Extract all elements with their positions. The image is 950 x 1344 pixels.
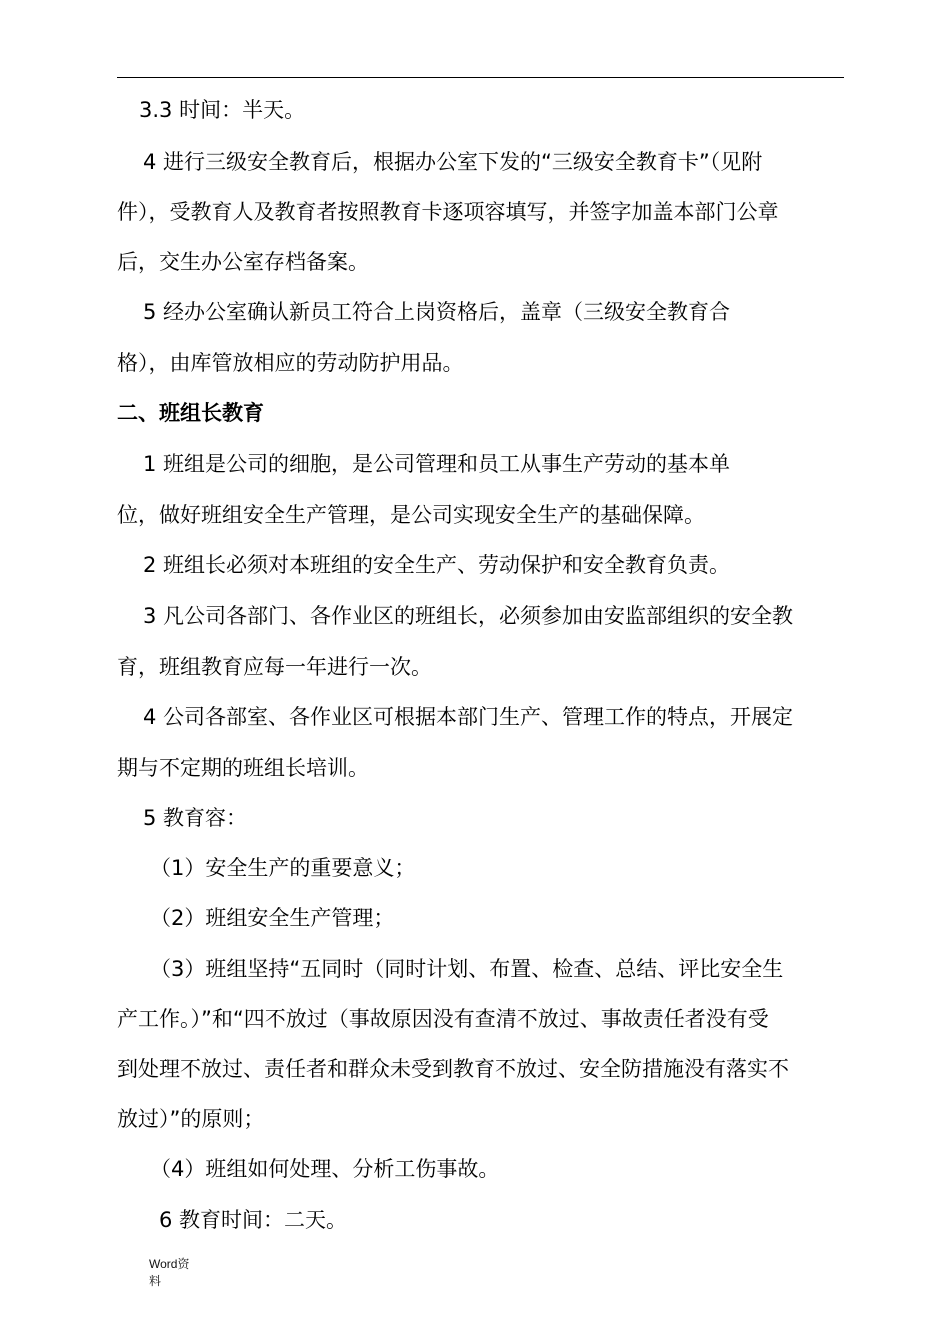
- paragraph-line: 5 经办公室确认新员工符合上岗资格后，盖章（三级安全教育合: [143, 300, 731, 324]
- paragraph-line: 格），由库管放相应的劳动防护用品。: [117, 351, 464, 375]
- paragraph-line: 6 教育时间：二天。: [159, 1208, 348, 1232]
- paragraph-line: 到处理不放过、责任者和群众未受到教育不放过、安全防措施没有落实不: [117, 1057, 789, 1081]
- footer-line-1: Word资: [149, 1257, 190, 1271]
- paragraph-line: 5 教育容：: [143, 806, 248, 830]
- paragraph-line: 3 凡公司各部门、各作业区的班组长，必须参加由安监部组织的安全教: [143, 604, 794, 628]
- list-item: （1）安全生产的重要意义；: [150, 856, 416, 880]
- paragraph-line: 2 班组长必须对本班组的安全生产、劳动保护和安全教育负责。: [143, 553, 731, 577]
- paragraph-line: 4 进行三级安全教育后，根据办公室下发的“三级安全教育卡”（见附: [143, 150, 763, 174]
- paragraph-line: 1 班组是公司的细胞，是公司管理和员工从事生产劳动的基本单: [143, 452, 731, 476]
- section-heading: 二、班组长教育: [117, 401, 264, 425]
- paragraph-line: 件），受教育人及教育者按照教育卡逐项容填写，并签字加盖本部门公章: [117, 200, 779, 224]
- paragraph-line: 后，交生办公室存档备案。: [117, 250, 369, 274]
- list-item: （3）班组坚持“五同时（同时计划、布置、检查、总结、评比安全生: [150, 957, 784, 981]
- paragraph-line: 产工作。）”和“四不放过（事故原因没有查清不放过、事故责任者没有受: [117, 1007, 769, 1031]
- paragraph-line: 育，班组教育应每一年进行一次。: [117, 655, 432, 679]
- header-rule: [117, 77, 844, 78]
- footer-line-2: 料: [149, 1274, 162, 1288]
- list-item: （4）班组如何处理、分析工伤事故。: [150, 1157, 500, 1181]
- paragraph-line: 期与不定期的班组长培训。: [117, 756, 369, 780]
- paragraph-line: 放过）”的原则；: [117, 1107, 265, 1131]
- paragraph-line: 位，做好班组安全生产管理，是公司实现安全生产的基础保障。: [117, 503, 705, 527]
- list-item: （2）班组安全生产管理；: [150, 906, 395, 930]
- paragraph-line: 4 公司各部室、各作业区可根据本部门生产、管理工作的特点，开展定: [143, 705, 794, 729]
- paragraph-line: 3.3 时间：半天。: [139, 98, 306, 122]
